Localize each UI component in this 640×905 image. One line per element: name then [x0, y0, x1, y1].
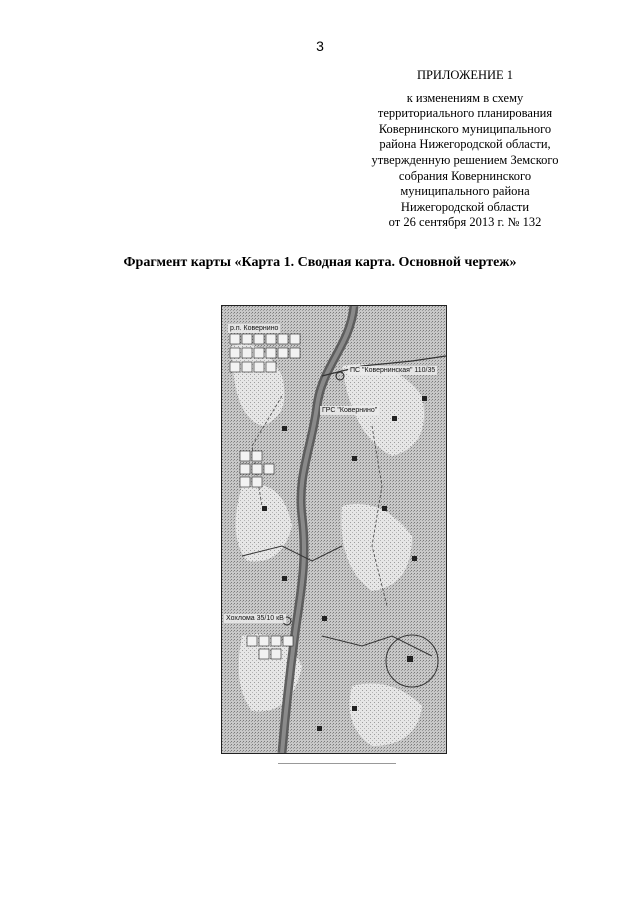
appendix-line: от 26 сентября 2013 г. № 132 — [388, 215, 542, 230]
map-caption: Фрагмент карты «Карта 1. Сводная карта. Основной чертеж» — [123, 255, 517, 270]
appendix-block — [360, 68, 570, 231]
map-label-khokhloma: Хохлома 35/10 кВ — [226, 615, 284, 622]
appendix-line: территориального планирования — [377, 106, 553, 121]
appendix-heading: ПРИЛОЖЕНИЕ 1 — [416, 68, 514, 82]
page-number: 3 — [316, 38, 324, 54]
appendix-line: Нижегородской области — [400, 199, 530, 214]
map-label-substation: ПС "Ковернинская" 110/35 — [350, 367, 436, 374]
appendix-line: собрания Ковернинского — [398, 168, 532, 183]
map-label-settlement: р.п. Ковернино — [230, 325, 279, 332]
map-label-gas-station: ГРС "Ковернино" — [322, 407, 378, 414]
map-fragment — [221, 305, 447, 754]
appendix-line: утвержденную решением Земского — [371, 152, 559, 167]
footer-rule — [278, 763, 396, 764]
appendix-line: Ковернинского муниципального — [378, 121, 552, 136]
appendix-line: к изменениям в схему — [406, 90, 524, 105]
appendix-line: муниципального района — [400, 184, 530, 199]
appendix-line: района Нижегородской области, — [379, 137, 551, 152]
